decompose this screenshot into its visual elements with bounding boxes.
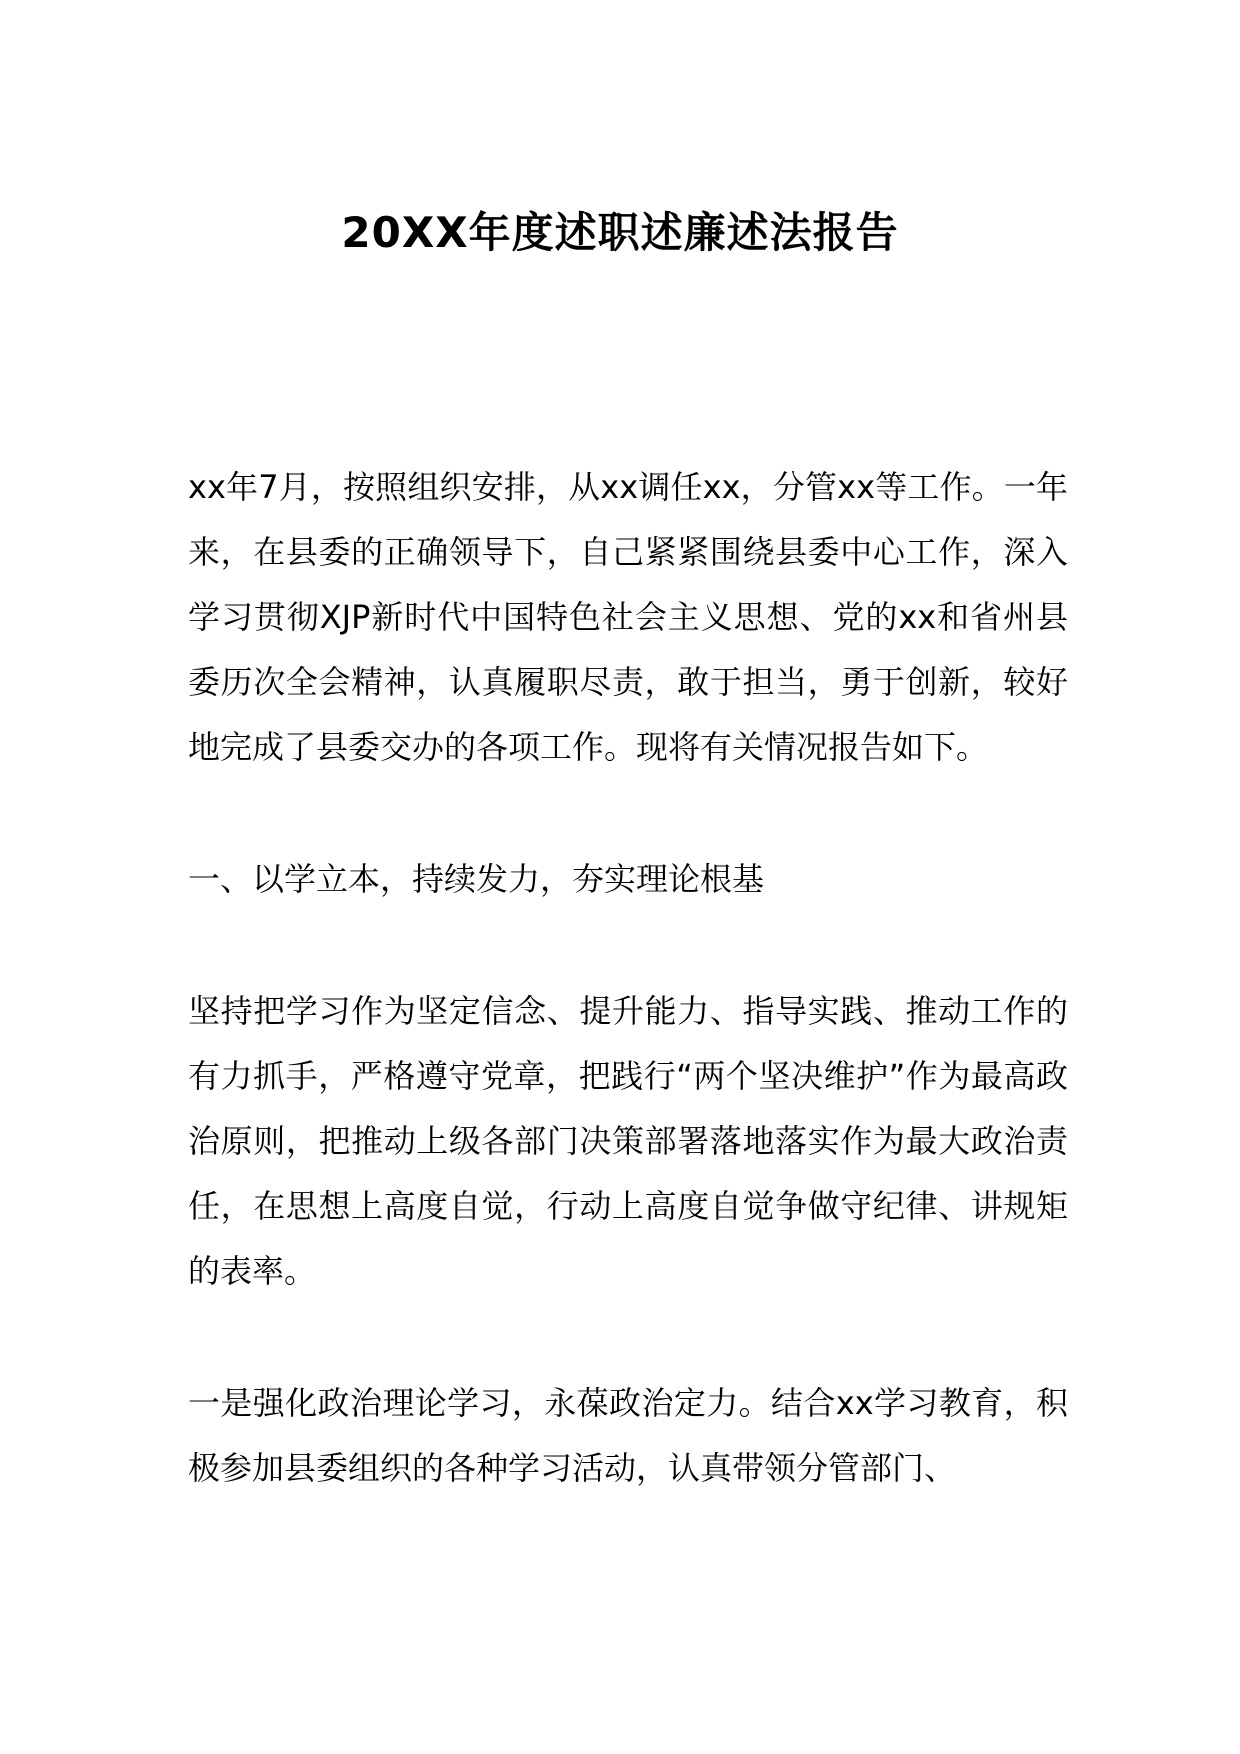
section-heading-1: 一、以学立本，持续发力，夯实理论根基 (188, 860, 765, 898)
section-1-point-1-paragraph: 一是强化政治理论学习，永葆政治定力。结合xx学习教育，积极参加县委组织的各种学习活动，认真带领分管部门、 (188, 1384, 1068, 1487)
intro-paragraph: xx年7月，按照组织安排，从xx调任xx，分管xx等工作。一年来，在县委的正确领导下，自己紧紧围绕县委中心工作，深入学习贯彻XJP新时代中国特色社会主义思想、党的xx和省州县委历次全会精神，认真履职尽责，敢于担当，勇于创新，较好地完成了县委交办的各项工作。现将有关情况报告如下。 (188, 468, 1068, 766)
document-title: 20XX年度述职述廉述法报告 (341, 208, 899, 257)
document-body (188, 455, 1068, 1501)
section-1-paragraph: 坚持把学习作为坚定信念、提升能力、指导实践、推动工作的有力抓手，严格遵守党章，把践行“两个坚决维护”作为最高政治原则，把推动上级各部门决策部署落地落实作为最大政治责任，在思想上高度自觉，行动上高度自觉争做守纪律、讲规矩的表率。 (188, 992, 1068, 1290)
